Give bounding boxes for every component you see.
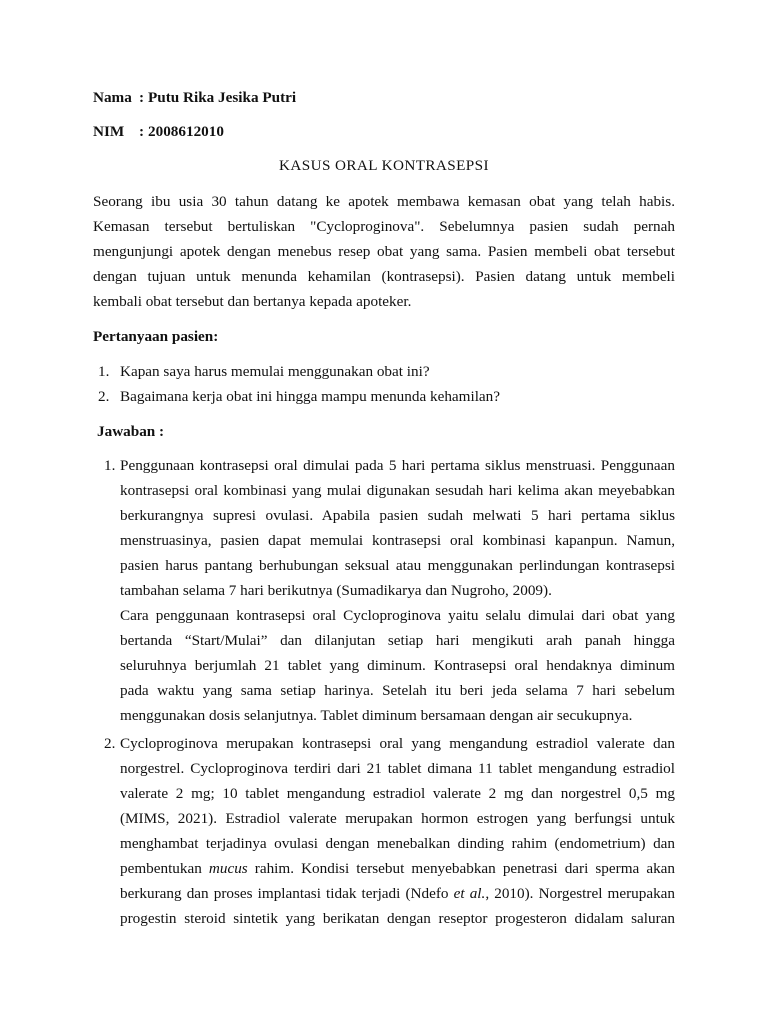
text-line: seluruhnya berjumlah 21 tablet yang diminum. Kontrasepsi oral hendaknya diminum (120, 657, 675, 674)
document-body (93, 85, 675, 931)
nim-value: 2008612010 (148, 123, 224, 140)
nim-row (93, 119, 675, 144)
text-line: menstruasinya, pasien dapat memulai kontrasepsi oral kombinasi kapanpun. Namun, (120, 532, 675, 549)
text-line: pasien harus pantang berhubungan seksual atau menggunakan perlindungan kontrasepsi (120, 557, 675, 574)
text-line: kembali obat tersebut dan bertanya kepada apoteker. (93, 293, 412, 310)
answer-item (93, 731, 675, 931)
text-line: Seorang ibu usia 30 tahun datang ke apotek membawa kemasan obat yang telah habis. (93, 193, 675, 210)
questions-heading: Pertanyaan pasien: (93, 328, 219, 345)
questions-list (93, 359, 675, 409)
text-line: norgestrel. Cycloproginova terdiri dari 21 tablet dimana 11 tablet mengandung estradiol (120, 760, 675, 777)
text-line: bertanda “Start/Mulai” dan dilanjutan setiap hari mengikuti arah panah hingga (120, 632, 675, 649)
answer-paragraph (120, 453, 675, 603)
text-line: dengan tujuan untuk menunda kehamilan (kontrasepsi). Pasien datang untuk membeli (93, 268, 675, 285)
text-line: kontrasepsi oral kombinasi yang mulai digunakan sesudah hari kelima akan meyebabkan (120, 482, 675, 499)
answer-item (93, 453, 675, 728)
nim-label: NIM (93, 123, 125, 140)
question-number: 2. (98, 388, 110, 405)
text-line: berkurangnya supresi ovulasi. Apabila pasien sudah melwati 5 hari pertama siklus (120, 507, 675, 524)
answer-paragraph (120, 731, 675, 931)
text-line: menghambat terjadinya ovulasi dengan menebalkan dinding rahim (endometrium) dan (120, 835, 675, 852)
text-line: Cara penggunaan kontrasepsi oral Cycloproginova yaitu selalu dimulai dari obat yang (120, 607, 675, 624)
name-separator: : (139, 89, 145, 106)
name-row (93, 85, 675, 110)
answer-number: 2. (104, 735, 116, 752)
text-line: (MIMS, 2021). Estradiol valerate merupakan hormon estrogen yang berfungsi untuk (120, 810, 675, 827)
text-line: valerate 2 mg; 10 tablet mengandung estradiol valerate 2 mg dan norgestrel 0,5 mg (120, 785, 675, 802)
text-line (120, 856, 675, 881)
answers-heading: Jawaban : (97, 423, 165, 440)
text-line: tambahan selama 7 hari berikutnya (Sumadikarya dan Nugroho, 2009). (120, 582, 552, 599)
answers-list (93, 453, 675, 931)
italic-term: et al. (453, 885, 486, 902)
name-label: Nama (93, 89, 132, 106)
intro-paragraph (93, 189, 675, 314)
text-line (120, 881, 675, 906)
text-segment: pembentukan (120, 860, 209, 877)
text-line: pada waktu yang sama setiap harinya. Setelah itu beri jeda selama 7 hari sebelum (120, 682, 675, 699)
text-line: Cycloproginova merupakan kontrasepsi oral yang mengandung estradiol valerate dan (120, 735, 675, 752)
question-text: Kapan saya harus memulai menggunakan obat ini? (120, 363, 430, 380)
text-line: mengunjungi apotek dengan menebus resep obat yang sama. Pasien membeli obat tersebut (93, 243, 675, 260)
answer-number: 1. (104, 457, 116, 474)
text-line: progestin steroid sintetik yang berikatan dengan reseptor progesteron didalam saluran (120, 910, 675, 927)
text-segment: rahim. Kondisi tersebut menyebabkan penetrasi dari sperma akan (247, 860, 675, 877)
text-segment: berkurang dan proses implantasi tidak terjadi (Ndefo (120, 885, 454, 902)
text-line: Kemasan tersebut bertuliskan "Cycloproginova". Sebelumnya pasien sudah pernah (93, 218, 675, 235)
answer-paragraph (120, 603, 675, 728)
italic-term: mucus (208, 860, 248, 877)
name-value: Putu Rika Jesika Putri (148, 89, 297, 106)
question-text: Bagaimana kerja obat ini hingga mampu menunda kehamilan? (120, 388, 500, 405)
document-title: KASUS ORAL KONTRASEPSI (279, 157, 489, 174)
nim-separator: : (139, 123, 145, 140)
question-item (93, 384, 675, 409)
text-line: Penggunaan kontrasepsi oral dimulai pada 5 hari pertama siklus menstruasi. Penggunaan (120, 457, 675, 474)
question-item (93, 359, 675, 384)
text-line: menggunakan dosis selanjutnya. Tablet diminum bersamaan dengan air secukupnya. (120, 707, 633, 724)
question-number: 1. (98, 363, 110, 380)
text-segment: , 2010). Norgestrel merupakan (485, 885, 676, 902)
